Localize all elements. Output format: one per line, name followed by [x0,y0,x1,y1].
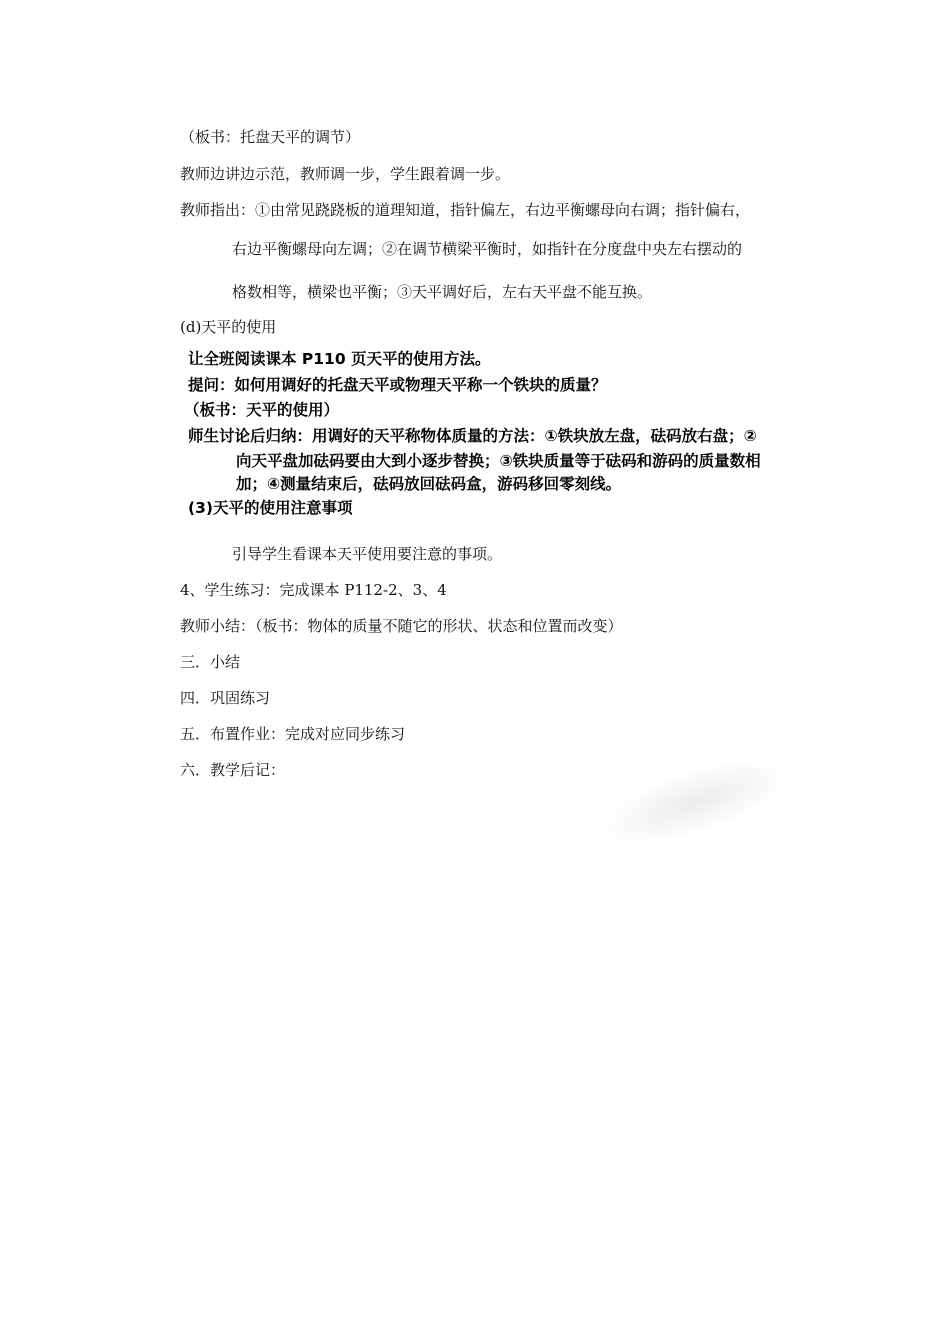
image-line-5: 向天平盘加砝码要由大到小逐步替换；③铁块质量等于砝码和游码的质量数相 [236,452,761,470]
image-line-4: 师生讨论后归纳：用调好的天平称物体质量的方法：①铁块放左盘，砝码放右盘；② [188,427,757,445]
section-5-heading: 五．布置作业：完成对应同步练习 [180,725,406,743]
section-6-heading: 六．教学后记： [180,761,286,779]
image-line-1: 让全班阅读课本 P110 页天平的使用方法。 [188,350,491,368]
image-line-6: 加；④测量结束后，砝码放回砝码盒，游码移回零刻线。 [236,475,622,493]
guide-text: 引导学生看课本天平使用要注意的事项。 [232,545,503,563]
teacher-demo-text: 教师边讲边示范，教师调一步，学生跟着调一步。 [180,165,511,183]
image-line-2: 提问：如何用调好的托盘天平或物理天平称一个铁块的质量？ [188,376,607,394]
watermark [595,744,794,860]
section-3-heading: 三．小结 [180,653,241,671]
practice-text: 4、学生练习：完成课本 P112-2、3、4 [180,581,447,599]
board-note-adjust: （板书：托盘天平的调节） [180,128,361,146]
section-4-heading: 四．巩固练习 [180,689,271,707]
teacher-point-line-2: 右边平衡螺母向左调；②在调节横梁平衡时，如指针在分度盘中央左右摆动的 [232,240,743,258]
teacher-point-line-1: 教师指出：①由常见跷跷板的道理知道，指针偏左，右边平衡螺母向右调；指针偏右， [180,201,751,219]
teacher-point-line-3: 格数相等，横梁也平衡；③天平调好后，左右天平盘不能互换。 [232,283,653,301]
teacher-summary-text: 教师小结：（板书：物体的质量不随它的形状、状态和位置而改变） [180,617,623,635]
scanned-text-image [180,342,820,522]
image-line-3: （板书：天平的使用） [184,401,340,419]
section-d-heading: (d)天平的使用 [180,318,277,336]
image-line-7: (3)天平的使用注意事项 [188,499,353,517]
